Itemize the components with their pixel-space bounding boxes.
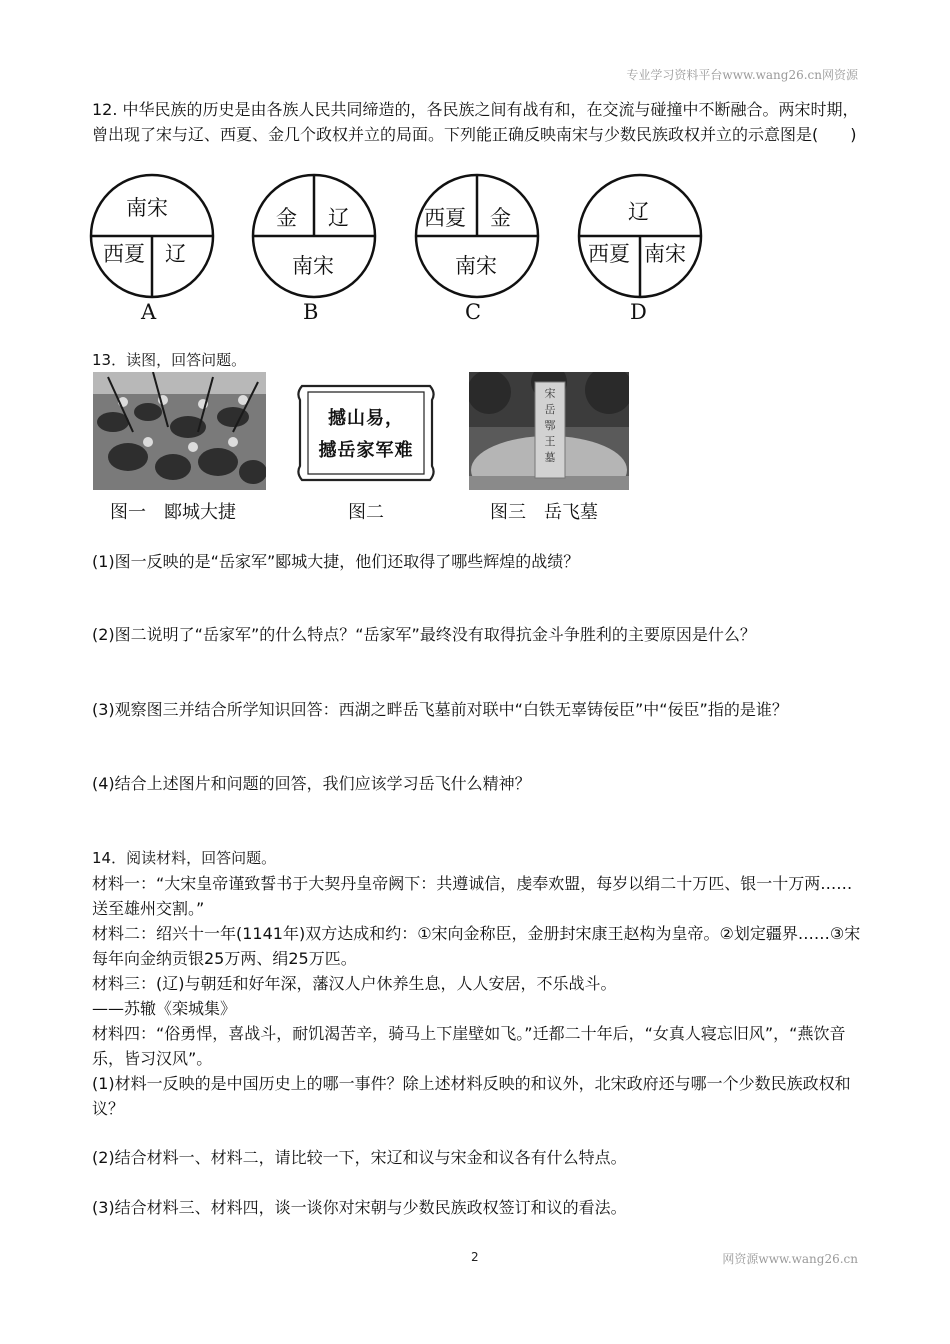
figure2-text-line2: 撼岳家军难 xyxy=(318,440,414,461)
option-d-top-label: 辽 xyxy=(628,200,649,224)
option-a-letter: A xyxy=(141,300,157,324)
figure1-caption: 图一 郾城大捷 xyxy=(110,502,236,523)
option-b-top-left-label: 金 xyxy=(276,206,297,230)
footer-watermark: 网资源www.wang26.cn xyxy=(722,1252,858,1266)
option-d-letter: D xyxy=(630,300,647,324)
option-b-top-right-label: 辽 xyxy=(328,206,349,230)
option-c-top-left-label: 西夏 xyxy=(424,206,466,230)
q14-material-3-source: ——苏辙《栾城集》 xyxy=(92,999,237,1018)
option-b-letter: B xyxy=(303,300,319,324)
option-d-bottom-left-label: 西夏 xyxy=(588,242,630,266)
q14-question-1: (1)材料一反映的是中国历史上的哪一事件？除上述材料反映的和议外，北宋政府还与哪一个少数民族政权和议？ xyxy=(92,1074,851,1118)
q13-question-1: (1)图一反映的是“岳家军”郾城大捷，他们还取得了哪些辉煌的战绩？ xyxy=(92,552,580,571)
q13-question-2: (2)图二说明了“岳家军”的什么特点？“岳家军”最终没有取得抗金斗争胜利的主要原因是什么？ xyxy=(92,625,756,644)
option-d-circle xyxy=(576,172,704,300)
figure2-text-line1: 撼山易， xyxy=(328,408,404,429)
figure2-caption: 图二 xyxy=(348,502,384,523)
figure2-calligraphy-frame xyxy=(292,378,440,488)
q14-material-4: 材料四：“俗勇悍，喜战斗，耐饥渴苦辛，骑马上下崖壁如飞。”迁都二十年后，“女真人寝忘旧风”，“燕饮音乐，皆习汉风”。 xyxy=(92,1024,846,1068)
figure3-stele-text: 宋岳鄂王墓 xyxy=(544,387,556,464)
q13-question-4: (4)结合上述图片和问题的回答，我们应该学习岳飞什么精神？ xyxy=(92,774,531,793)
option-b-circle xyxy=(250,172,378,300)
figure1-battle-image xyxy=(93,372,266,490)
option-c-circle xyxy=(413,172,541,300)
option-a-top-label: 南宋 xyxy=(126,196,168,220)
option-a-bottom-left-label: 西夏 xyxy=(103,242,145,266)
q14-material-1: 材料一：“大宋皇帝谨致誓书于大契丹皇帝阙下：共遵诚信，虔奉欢盟，每岁以绢二十万匹、银一十万两……送至雄州交割。” xyxy=(92,874,853,918)
header-watermark: 专业学习资料平台www.wang26.cn网资源 xyxy=(626,68,858,82)
option-a-bottom-right-label: 辽 xyxy=(165,242,186,266)
q13-question-3: (3)观察图三并结合所学知识回答：西湖之畔岳飞墓前对联中“白铁无辜铸佞臣”中“佞臣”指的是谁？ xyxy=(92,700,788,719)
option-b-bottom-label: 南宋 xyxy=(292,254,334,278)
q14-question-3: (3)结合材料三、材料四，谈一谈你对宋朝与少数民族政权签订和议的看法。 xyxy=(92,1198,627,1217)
figure3-tomb-image xyxy=(469,372,629,490)
option-c-bottom-label: 南宋 xyxy=(455,254,497,278)
q13-stem: 13．读图，回答问题。 xyxy=(92,351,247,369)
option-c-letter: C xyxy=(465,300,482,324)
q12-stem: 12. 中华民族的历史是由各族人民共同缔造的，各民族之间有战有和，在交流与碰撞中不断融合。两宋时期，曾出现了宋与辽、西夏、金几个政权并立的局面。下列能正确反映南宋与少数民族政权并立的示意图是( ) xyxy=(92,100,859,144)
q14-material-3: 材料三：(辽)与朝廷和好年深，藩汉人户休养生息，人人安居，不乐战斗。 xyxy=(92,974,617,993)
figure3-caption: 图三 岳飞墓 xyxy=(490,502,598,523)
option-c-top-right-label: 金 xyxy=(490,206,511,230)
q14-material-2: 材料二：绍兴十一年(1141年)双方达成和约：①宋向金称臣，金册封宋康王赵构为皇帝。②划定疆界……③宋每年向金纳贡银25万两、绢25万匹。 xyxy=(92,924,861,968)
q14-stem: 14．阅读材料，回答问题。 xyxy=(92,849,277,867)
q14-question-2: (2)结合材料一、材料二，请比较一下，宋辽和议与宋金和议各有什么特点。 xyxy=(92,1148,627,1167)
option-d-bottom-right-label: 南宋 xyxy=(644,242,686,266)
page-number: 2 xyxy=(471,1250,479,1264)
